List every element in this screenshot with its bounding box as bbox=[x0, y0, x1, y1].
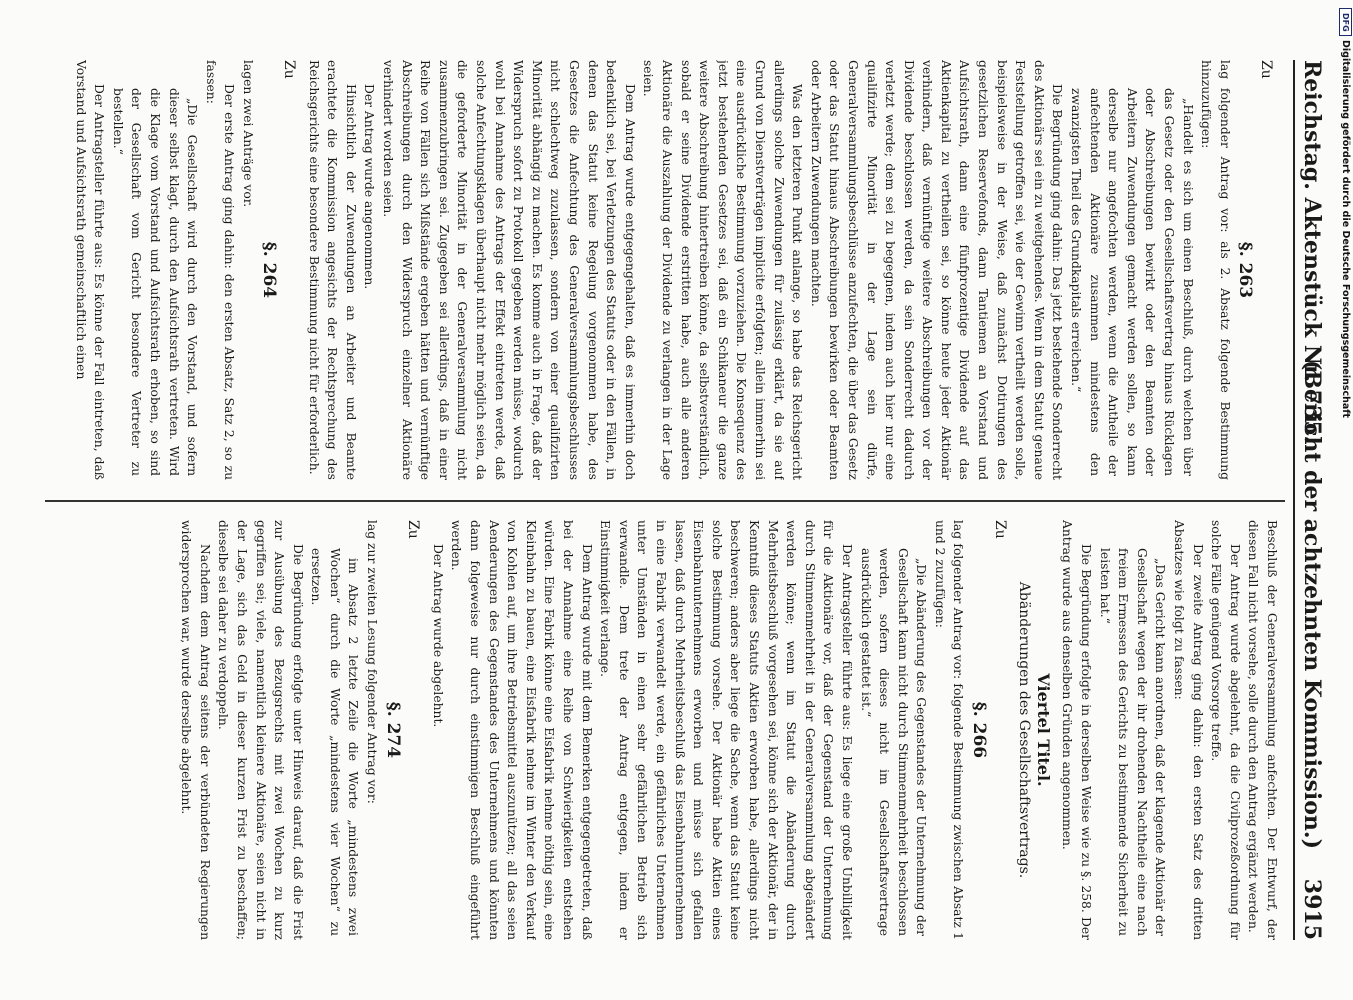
page-content bbox=[41, 60, 1331, 940]
body-paragraph: Hinsichtlich der Zuwendungen an Arbeiter und Beamte erachtete die Kommission angesichts der Rechtsprechung des Reichsgerichts eine besondere Bestimmung nicht für erforderlich. bbox=[306, 60, 358, 480]
body-paragraph: Dem Antrag wurde mit dem Bemerken entgegengetreten, daß bei der Annahme eine Reihe von Schwierigkeiten entstehen würden. Eine Fabrik könne eine Eisfabrik nehme nöthig sein, eine Kleinbahn zu bauen, eine Eisfabrik nehme im Winter den Verkauf von Kohlen auf, um ihre Betriebsmittel auszunützen; all das seien Aenderungen des Gegenstandes des Unternehmens und könnten dann folgeweise nur durch einstimmigen Beschluß eingeführt werden. bbox=[449, 520, 594, 940]
body-paragraph: Nachdem dem Antrag seitens der verbündeten Regierungen widersprochen war, wurde derselbe abgelehnt. bbox=[179, 520, 212, 940]
motion-quote: „Das Gericht kann anordnen, daß der klagende Aktionär der Gesellschaft wegen der ihr drohenden Nachtheile eine nach freiem Ermessen des Gerichts zu bestimmende Sicherheit zu leisten hat.“ bbox=[1097, 548, 1168, 936]
section-heading-263: §. 263 bbox=[1235, 241, 1256, 299]
motion-quote: „Die Gesellschaft wird durch den Vorstand, und sofern dieser selbst klagt, durch den Aufsichtsrath vertreten. Wird die Klage vom Vorstand und Aufsichtsrath erhoben, so sind der Gesellschaft vom Gericht besondere Vertreter zu bestellen.“ bbox=[110, 88, 200, 476]
digitization-credit: Digitalisierung gefördert durch die Deutsche Forschungsgemeinschaft bbox=[1340, 40, 1351, 418]
body-paragraph: Der Antrag wurde abgelehnt. bbox=[430, 544, 445, 728]
dfg-logo: DFG bbox=[1339, 8, 1352, 36]
motion-quote: „Die Abänderung des Gegenstandes der Unternehmung der Gesellschaft kann nicht durch Stimmenmehrheit beschlossen werden, sofern dieses nicht im Gesellschaftsvertrage ausdrücklich gestattet ist.“ bbox=[858, 548, 929, 936]
page-number: 3915 bbox=[1299, 878, 1325, 940]
body-paragraph: Der Antragsteller führte aus: Es liege eine große Unbilligkeit für die Aktionäre vor, daß der Gegenstand der Unternehmung durch Stimmenmehrheit in der Generalversammlung abgeändert werden könne; wenn im Statut die Abänderung durch Mehrheitsbeschluß vorgesehen sei, könne sich der Aktionär, der in Kenntniß dieses Statuts Aktien erworben habe, allerdings nicht beschweren; anders aber liege die Sache, wenn das Statut keine solche Bestimmung vorsehe. Der Aktionär habe Aktien eines Eisenbahnunternehmens erworben und müsse sich gefallen lassen, daß durch Mehrheitsbeschluß das Eisenbahnunternehmen in eine Fabrik verwandelt werde, ein gefährliches Unternehmen unter Umständen in einen sehr gefährlichen Betrieb sich verwandle. Dem trete der Antrag entgegen, indem er Einstimmigkeit verlange. bbox=[598, 520, 854, 940]
header-title: Reichstag. Aktenstück Nr. 735. bbox=[1299, 60, 1325, 444]
body-paragraph: Was den letzteren Punkt anlange, so habe das Reichsgericht allerdings solche Zuwendungen für zulässig erklärt, da sie auf Grund von Dienstverträgen implicite erfolgten; allein immerhin sei eine ausdrückliche Bestimmung vorzuziehen. Die Konsequenz des jetzt bestehenden Gesetzes sei, daß ein Schikaneur die ganze weitere Abschreibung hintertreiben könne, da selbstverständlich, sobald er seine Dividende erstritten habe, auch alle anderen Aktionäre die Auszahlung der Dividende zu verlangen in der Lage seien. bbox=[641, 60, 805, 480]
section-intro: lag folgender Antrag vor: als 2. Absatz folgende Bestimmung hinzuzufügen: bbox=[1199, 60, 1232, 480]
title-heading: Viertel Titel. bbox=[1033, 673, 1053, 787]
section-intro: lagen zwei Anträge vor. bbox=[240, 60, 255, 208]
body-paragraph: Beschluß der Generalversammlung anfechten. Der Entwurf, der diesen Fall nicht vorsehe, solle durch den Antrag ergänzt werden. bbox=[1246, 520, 1279, 940]
motion-quote: „Handelt es sich um einen Beschluß, durch welchen über das Gesetz oder den Gesellschaftsvertrag hinaus Rücklagen oder Abschreibungen bewirkt oder den Beamten oder Arbeitern Zuwendungen gemacht werden sollen, so kann derselbe nur angefochten werden, wenn die Antheile der anfechtenden Aktionäre zusammen mindestens den zwanzigsten Theil des Grundkapitals erreichen.“ bbox=[1069, 88, 1195, 476]
body-paragraph: Der Antrag wurde abgelehnt, da die Civilprozeßordnung für solche Fälle genügend Vorsorge treffe. bbox=[1209, 520, 1242, 940]
body-paragraph: Der Antrag wurde angenommen. bbox=[362, 84, 377, 290]
body-paragraph: Der erste Antrag ging dahin: den ersten Absatz, Satz 2, so zu fassen: bbox=[203, 60, 237, 480]
section-heading-274: §. 274 bbox=[382, 701, 403, 759]
body-paragraph: Die Begründung erfolgte in derselben Weise wie zu §. 258. Der Antrag wurde aus denselben Gründen angenommen. bbox=[1060, 520, 1094, 940]
body-paragraph: Die Begründung ging dahin: Das jetzt bestehende Sonderrecht des Aktionärs sei ein zu weitgehendes. Wenn in dem Statut genaue Feststellung getroffen sei, wie der Gewinn vertheilt werden solle, beispielsweise in der Weise, daß zunächst Dotirungen des gesetzlichen Reservefonds, dann Tantiemen an Vorstand und Aufsichtsrath, dann eine fünfprozentige Dividende auf das Aktienkapital zu vertheilen sei, so könne heute jeder Aktionär verhindern, daß vernünftige weitere Abschreibungen vor der Dividende beschlossen werden, da sein Sonderrecht dadurch verletzt werde; dem sei zu begegnen, indem auch hier nur eine qualifizirte Minorität in der Lage sein dürfe, Generalversammlungsbeschlüsse anzufechten, die über das Gesetz oder das Statut hinaus Abschreibungen bewirken oder Beamten oder Arbeitern Zuwendungen machten. bbox=[808, 60, 1065, 480]
section-heading-266: §. 266 bbox=[969, 701, 990, 759]
motion-quote: im Absatz 2 letzte Zeile die Worte „mindestens zwei Wochen“ durch die Worte „mindestens vier Wochen“ zu ersetzen. bbox=[309, 548, 361, 936]
body-paragraph: Die Begründung erfolgte unter Hinweis darauf, daß die Frist zur Ausübung des Bezugsrechts mit zwei Wochen zu kurz gegriffen sei; viele, namentlich kleinere Aktionäre, seien nicht in der Lage, sich das Geld in dieser kurzen Frist zu beschaffen; dieselbe sei daher zu verdoppeln. bbox=[216, 520, 305, 940]
section-heading-264: §. 264 bbox=[258, 241, 279, 299]
section-intro: lag zur zweiten Lesung folgender Antrag vor: bbox=[365, 520, 380, 804]
body-paragraph: Der zweite Antrag ging dahin: den ersten Satz des dritten Absatzes wie folgt zu fassen: bbox=[1172, 520, 1205, 940]
zu-label: Zu bbox=[281, 60, 298, 79]
zu-label: Zu bbox=[991, 520, 1008, 539]
title-subheading: Abänderungen des Gesellschaftsvertrags. bbox=[1016, 581, 1033, 879]
body-paragraph: Dem Antrag wurde entgegengehalten, daß es immerhin doch bedenklich sei, bei Verletzungen des Statuts oder in den Fällen, in denen das Statut keine Regelung vorgenommen habe, des Gesetzes die Anfechtung des Generalversammlungsbeschlusses nicht schlechtweg zuzulassen, sondern von einer qualifizirten Minorität abhängig zu machen. Es komme auch in Frage, daß der Widerspruch sofort zu Protokoll gegeben werden müsse, wodurch wohl bei Annahme des Antrags der Effekt eintreten werde, daß solche Anfechtungsklagen überhaupt nicht mehr möglich seien, da die geforderte Minorität in der Generalversammlung nicht zusammenzubringen sei. Zugegeben sei allerdings, daß in einer Reihe von Fällen sich Mißstände ergeben hätten und vernünftige Abschreibungen durch den Widerspruch einzelner Aktionäre verhindert worden seien. bbox=[381, 60, 637, 480]
right-column bbox=[51, 520, 1281, 940]
zu-label: Zu bbox=[405, 520, 422, 539]
column-divider bbox=[45, 500, 1285, 502]
section-intro: lag folgender Antrag vor: folgende Bestimmung zwischen Absatz 1 und 2 zuzufügen: bbox=[932, 520, 966, 940]
left-column bbox=[51, 60, 1281, 480]
running-head bbox=[1293, 60, 1331, 940]
body-paragraph: Der Antragsteller führte aus: Es könne der Fall eintreten, daß Vorstand und Aufsichtsrath gemeinschaftlich einen bbox=[73, 60, 107, 480]
zu-label: Zu bbox=[1258, 60, 1274, 79]
header-commission: (Bericht der achtzehnten Kommission.) bbox=[1299, 360, 1325, 849]
